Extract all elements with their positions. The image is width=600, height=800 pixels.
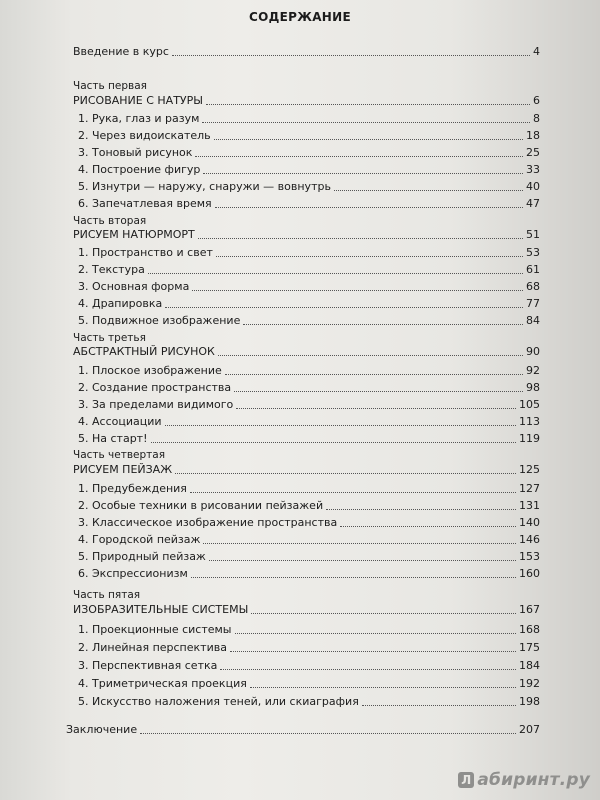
toc-entry bbox=[78, 533, 540, 549]
toc-page-number: 92 bbox=[526, 364, 540, 377]
labirint-logo-icon: Л bbox=[458, 772, 474, 788]
dot-leader bbox=[220, 659, 516, 670]
dot-leader bbox=[165, 415, 516, 426]
toc-label: АБСТРАКТНЫЙ РИСУНОК bbox=[73, 345, 215, 358]
toc-entry bbox=[78, 297, 540, 313]
dot-leader bbox=[151, 432, 517, 443]
dot-leader bbox=[148, 263, 523, 274]
toc-entry bbox=[78, 280, 540, 296]
toc-entry bbox=[78, 364, 540, 380]
dot-leader bbox=[191, 567, 516, 578]
watermark-text: абиринт.ру bbox=[477, 770, 590, 790]
toc-label: 1. Проекционные системы bbox=[78, 623, 232, 636]
toc-page-number: 119 bbox=[519, 432, 540, 445]
toc-page-number: 18 bbox=[526, 129, 540, 142]
toc-page-number: 61 bbox=[526, 263, 540, 276]
toc-label: 4. Триметрическая проекция bbox=[78, 677, 247, 690]
toc-entry bbox=[78, 499, 540, 515]
dot-leader bbox=[165, 297, 523, 308]
dot-leader bbox=[195, 146, 523, 157]
toc-label: 2. Особые техники в рисовании пейзажей bbox=[78, 499, 324, 512]
part-label: Часть пятая bbox=[73, 589, 141, 601]
toc-page-number: 98 bbox=[526, 381, 540, 394]
toc-part-heading bbox=[73, 463, 540, 479]
toc-entry bbox=[78, 659, 540, 675]
toc-part-heading bbox=[73, 345, 540, 361]
toc-entry bbox=[78, 482, 540, 498]
toc-page-number: 25 bbox=[526, 146, 540, 159]
toc-page-number: 84 bbox=[526, 314, 540, 327]
toc-page-number: 146 bbox=[519, 533, 540, 546]
toc-page-number: 90 bbox=[526, 345, 540, 358]
toc-label: 2. Создание пространства bbox=[78, 381, 232, 394]
toc-label: 3. Основная форма bbox=[78, 280, 190, 293]
dot-leader bbox=[190, 482, 516, 493]
toc-page-number: 127 bbox=[519, 482, 540, 495]
dot-leader bbox=[209, 550, 516, 561]
toc-entry bbox=[78, 677, 540, 693]
toc-label: 1. Пространство и свет bbox=[78, 246, 213, 259]
toc-page-number: 33 bbox=[526, 163, 540, 176]
toc-part-heading bbox=[73, 94, 540, 110]
toc-page-number: 113 bbox=[519, 415, 540, 428]
toc-page-number: 207 bbox=[519, 723, 540, 736]
toc-entry bbox=[78, 550, 540, 566]
toc-page-number: 8 bbox=[533, 112, 540, 125]
part-label: Часть третья bbox=[73, 332, 146, 344]
toc-label: РИСОВАНИЕ С НАТУРЫ bbox=[73, 94, 203, 107]
toc-entry bbox=[78, 263, 540, 279]
toc-entry bbox=[78, 314, 540, 330]
toc-page-number: 105 bbox=[519, 398, 540, 411]
toc-page-number: 77 bbox=[526, 297, 540, 310]
toc-label: 2. Линейная перспектива bbox=[78, 641, 227, 654]
toc-page-number: 184 bbox=[519, 659, 540, 672]
toc-label: Заключение bbox=[66, 723, 138, 736]
toc-label: 2. Через видоискатель bbox=[78, 129, 211, 142]
dot-leader bbox=[340, 516, 516, 527]
toc-page-number: 175 bbox=[519, 641, 540, 654]
toc-page-number: 125 bbox=[519, 463, 540, 476]
toc-page-number: 140 bbox=[519, 516, 540, 529]
part-label: Часть вторая bbox=[73, 215, 147, 227]
dot-leader bbox=[334, 180, 523, 191]
dot-leader bbox=[198, 228, 523, 239]
toc-label: 3. Перспективная сетка bbox=[78, 659, 218, 672]
part-label: Часть первая bbox=[73, 80, 147, 92]
dot-leader bbox=[203, 533, 516, 544]
toc-entry bbox=[78, 381, 540, 397]
dot-leader bbox=[140, 723, 516, 734]
dot-leader bbox=[202, 112, 530, 123]
dot-leader bbox=[175, 463, 516, 474]
toc-page-number: 53 bbox=[526, 246, 540, 259]
toc-page-number: 4 bbox=[533, 45, 540, 58]
dot-leader bbox=[250, 677, 516, 688]
watermark bbox=[458, 770, 590, 790]
toc-entry bbox=[78, 129, 540, 145]
dot-leader bbox=[214, 129, 523, 140]
toc-entry-conclusion bbox=[66, 723, 540, 739]
toc-entry bbox=[78, 415, 540, 431]
toc-entry bbox=[78, 398, 540, 414]
dot-leader bbox=[362, 695, 516, 706]
toc-label: 1. Рука, глаз и разум bbox=[78, 112, 200, 125]
toc-label: Введение в курс bbox=[73, 45, 169, 58]
toc-page-number: 192 bbox=[519, 677, 540, 690]
page-title: СОДЕРЖАНИЕ bbox=[249, 10, 351, 24]
toc-entry-intro bbox=[73, 45, 540, 61]
dot-leader bbox=[230, 641, 516, 652]
toc-entry bbox=[78, 246, 540, 262]
dot-leader bbox=[234, 381, 523, 392]
toc-label: 4. Ассоциации bbox=[78, 415, 162, 428]
toc-page-number: 6 bbox=[533, 94, 540, 107]
toc-label: ИЗОБРАЗИТЕЛЬНЫЕ СИСТЕМЫ bbox=[73, 603, 249, 616]
dot-leader bbox=[218, 345, 523, 356]
dot-leader bbox=[225, 364, 523, 375]
dot-leader bbox=[243, 314, 523, 325]
toc-page-number: 131 bbox=[519, 499, 540, 512]
toc-page-number: 47 bbox=[526, 197, 540, 210]
toc-label: 5. Подвижное изображение bbox=[78, 314, 241, 327]
part-label: Часть четвертая bbox=[73, 449, 166, 461]
toc-part-heading bbox=[73, 228, 540, 244]
toc-page-number: 153 bbox=[519, 550, 540, 563]
toc-label: 4. Городской пейзаж bbox=[78, 533, 201, 546]
toc-label: 5. Изнутри — наружу, снаружи — вовнутрь bbox=[78, 180, 331, 193]
toc-entry bbox=[78, 695, 540, 711]
toc-entry bbox=[78, 146, 540, 162]
toc-label: 3. Классическое изображение пространства bbox=[78, 516, 338, 529]
dot-leader bbox=[215, 197, 523, 208]
toc-label: 4. Построение фигур bbox=[78, 163, 201, 176]
dot-leader bbox=[216, 246, 523, 257]
toc-label: 5. Искусство наложения теней, или скиаграфия bbox=[78, 695, 359, 708]
toc-entry bbox=[78, 641, 540, 657]
toc-entry bbox=[78, 567, 540, 583]
toc-page-number: 51 bbox=[526, 228, 540, 241]
toc-label: 6. Запечатлевая время bbox=[78, 197, 212, 210]
toc-entry bbox=[78, 516, 540, 532]
toc-entry bbox=[78, 163, 540, 179]
dot-leader bbox=[192, 280, 523, 291]
dot-leader bbox=[326, 499, 516, 510]
toc-page-number: 40 bbox=[526, 180, 540, 193]
toc-label: 3. За пределами видимого bbox=[78, 398, 234, 411]
toc-label: 6. Экспрессионизм bbox=[78, 567, 188, 580]
toc-label: 1. Предубеждения bbox=[78, 482, 187, 495]
toc-label: РИСУЕМ ПЕЙЗАЖ bbox=[73, 463, 173, 476]
toc-label: 2. Текстура bbox=[78, 263, 145, 276]
dot-leader bbox=[251, 603, 516, 614]
toc-page-number: 168 bbox=[519, 623, 540, 636]
toc-label: 4. Драпировка bbox=[78, 297, 163, 310]
toc-label: РИСУЕМ НАТЮРМОРТ bbox=[73, 228, 195, 241]
toc-page-number: 160 bbox=[519, 567, 540, 580]
dot-leader bbox=[203, 163, 523, 174]
dot-leader bbox=[172, 45, 530, 56]
dot-leader bbox=[235, 623, 517, 634]
dot-leader bbox=[236, 398, 516, 409]
toc-label: 5. На старт! bbox=[78, 432, 148, 445]
toc-entry bbox=[78, 432, 540, 448]
toc-label: 1. Плоское изображение bbox=[78, 364, 222, 377]
toc-page-number: 167 bbox=[519, 603, 540, 616]
toc-label: 3. Тоновый рисунок bbox=[78, 146, 193, 159]
toc-entry bbox=[78, 197, 540, 213]
toc-page-number: 198 bbox=[519, 695, 540, 708]
toc-entry bbox=[78, 180, 540, 196]
toc-entry bbox=[78, 112, 540, 128]
toc-label: 5. Природный пейзаж bbox=[78, 550, 206, 563]
dot-leader bbox=[206, 94, 530, 105]
toc-part-heading bbox=[73, 603, 540, 619]
toc-page-number: 68 bbox=[526, 280, 540, 293]
toc-entry bbox=[78, 623, 540, 639]
